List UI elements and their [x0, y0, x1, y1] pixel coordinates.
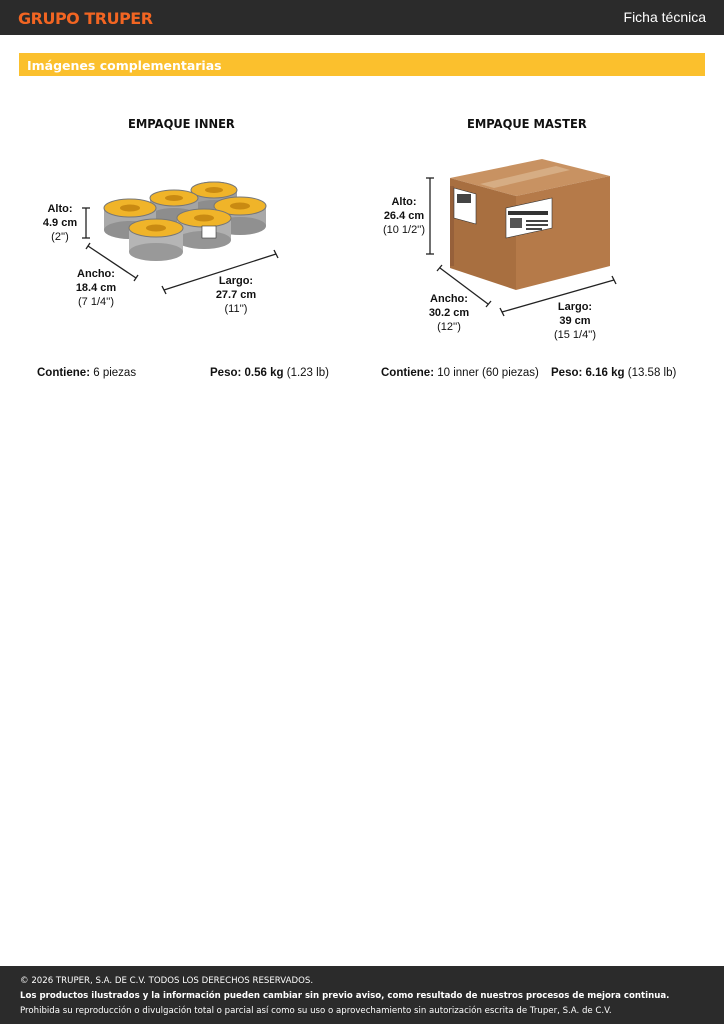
footer-prohibition: Prohibida su reproducción o divulgación total o parcial así como su uso o aprovechamiento sin autorización escrita de Truper, S.A. de C.V. — [20, 1006, 612, 1016]
inner-largo-dimension — [206, 274, 266, 316]
master-ancho-value: 30.2 cm — [428, 307, 470, 319]
master-largo-imperial: (15 1/4'') — [553, 329, 597, 341]
top-header-bar — [0, 0, 724, 35]
document-type: Ficha técnica — [623, 9, 706, 25]
master-contains-value: 10 inner (60 piezas) — [437, 367, 539, 379]
master-alto-imperial: (10 1/2'') — [382, 224, 426, 236]
inner-largo-imperial: (11'') — [224, 303, 248, 315]
inner-weight — [210, 367, 329, 379]
master-contains-label: Contiene: — [381, 367, 435, 379]
inner-largo-value: 27.7 cm — [215, 289, 257, 301]
master-alto-dimension — [380, 195, 428, 237]
inner-alto-label: Alto: — [47, 203, 73, 215]
inner-ancho-label: Ancho: — [77, 268, 115, 280]
footer-copyright: © 2026 TRUPER, S.A. DE C.V. TODOS LOS DERECHOS RESERVADOS. — [20, 976, 314, 986]
inner-ancho-value: 18.4 cm — [75, 282, 117, 294]
master-alto-value: 26.4 cm — [383, 210, 425, 222]
master-largo-value: 39 cm — [559, 315, 591, 327]
master-ancho-dimension — [420, 292, 478, 334]
inner-weight-imperial: (1.23 lb) — [286, 367, 329, 379]
master-largo-dimension — [545, 300, 605, 342]
brand-logo: GRUPO TRUPER — [18, 9, 153, 28]
section-title: Imágenes complementarias — [27, 58, 222, 73]
inner-package-title: EMPAQUE INNER — [128, 116, 235, 131]
master-weight — [551, 367, 676, 379]
inner-ancho-dimension — [66, 267, 126, 309]
inner-alto-imperial: (2'') — [51, 231, 69, 243]
inner-contains — [37, 367, 136, 379]
inner-largo-label: Largo: — [218, 275, 254, 287]
section-header — [19, 53, 705, 76]
master-weight-value: 6.16 kg — [585, 367, 625, 379]
inner-alto-dimension — [34, 202, 86, 244]
footer-notice: Los productos ilustrados y la información pueden cambiar sin previo aviso, como resultado de nuestros procesos de mejora continua. — [20, 991, 670, 1001]
inner-contains-value: 6 piezas — [93, 367, 137, 379]
inner-weight-value: 0.56 kg — [244, 367, 284, 379]
inner-contains-label: Contiene: — [37, 367, 91, 379]
master-package-title: EMPAQUE MASTER — [467, 116, 587, 131]
master-ancho-imperial: (12'') — [437, 321, 461, 333]
inner-weight-label: Peso: — [210, 367, 242, 379]
master-contains — [381, 367, 539, 379]
page-footer — [0, 966, 724, 1024]
master-ancho-label: Ancho: — [430, 293, 468, 305]
master-alto-label: Alto: — [391, 196, 417, 208]
master-largo-label: Largo: — [557, 301, 593, 313]
inner-alto-value: 4.9 cm — [42, 217, 78, 229]
inner-ancho-imperial: (7 1/4'') — [78, 296, 114, 308]
master-weight-label: Peso: — [551, 367, 583, 379]
master-weight-imperial: (13.58 lb) — [627, 367, 677, 379]
